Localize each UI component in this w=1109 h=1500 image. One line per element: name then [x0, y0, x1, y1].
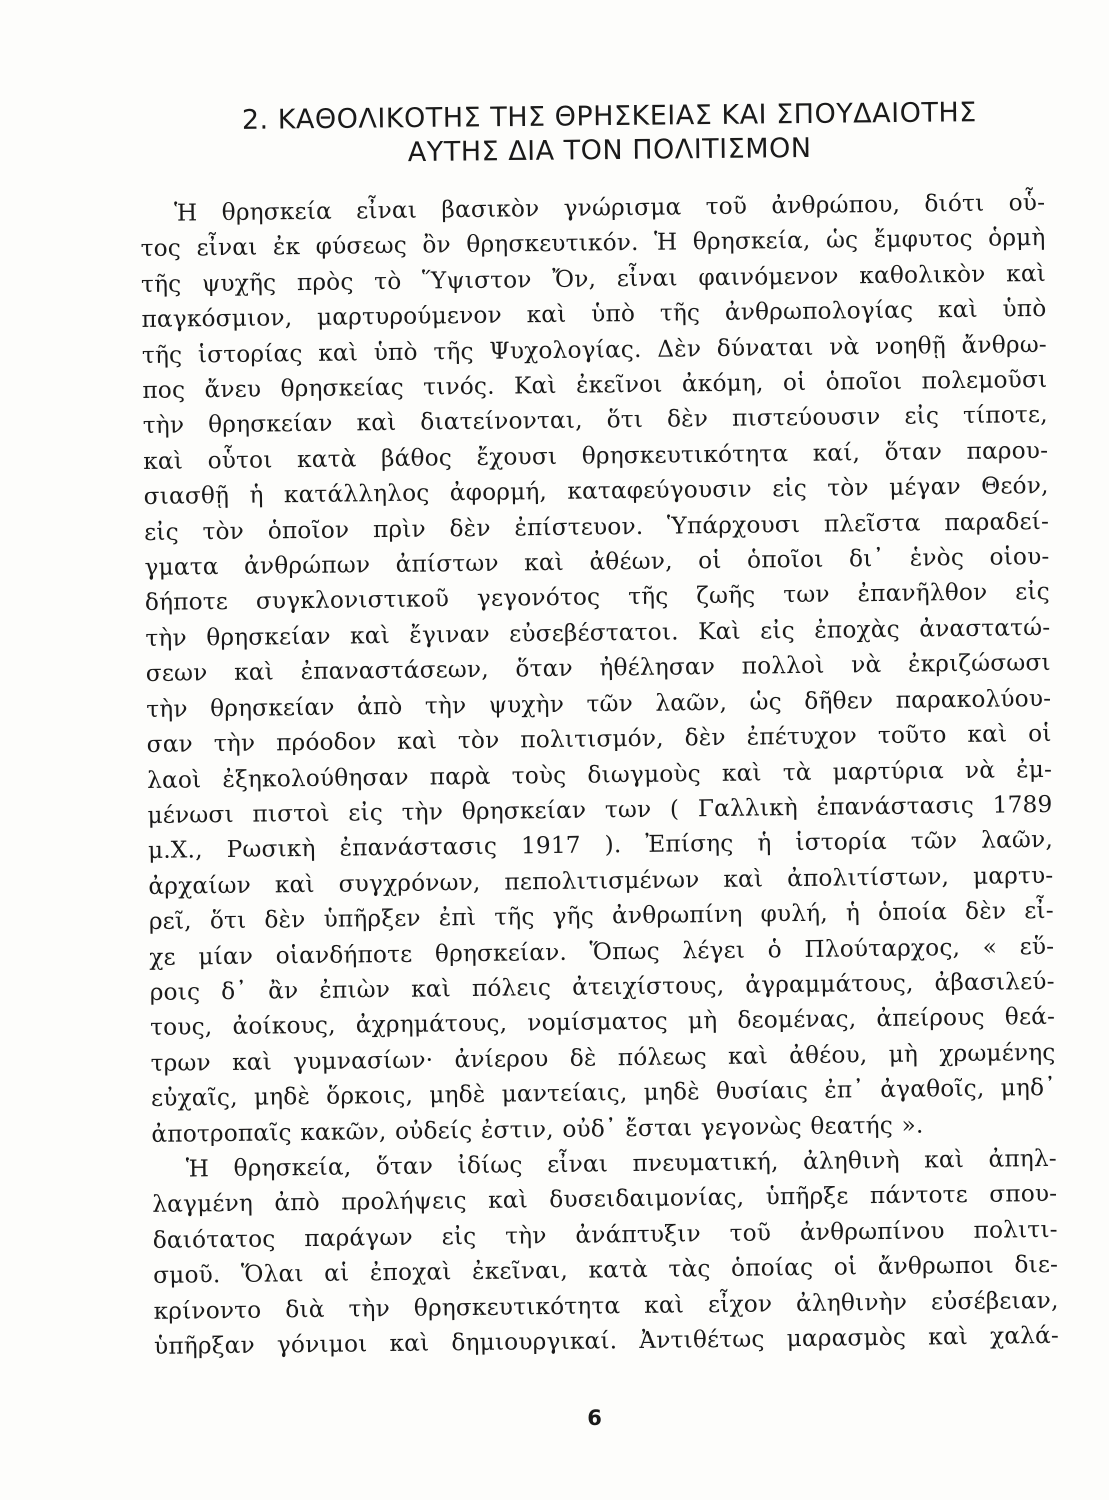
text-line: σμοῦ. Ὅλαι αἱ ἐποχαὶ ἐκεῖναι, κατὰ τὰς ὁποίας οἱ ἄνθρωποι διε-: [153, 1251, 1059, 1290]
text-line: τρων καὶ γυμνασίων· ἀνίερου δὲ πόλεως καὶ ἀθέου, μὴ χρωμένης: [150, 1038, 1056, 1077]
paragraph: [152, 1141, 1064, 1365]
text-line: εὐχαῖς, μηδὲ ὅρκοις, μηδὲ μαντείαις, μηδὲ θυσίαις ἐπ᾿ ἀγαθοῖς, μηδ᾿: [150, 1074, 1057, 1113]
text-line: κρίνοντο διὰ τὴν θρησκευτικότητα καὶ εἶχον ἀληθινὴν εὐσέβειαν,: [153, 1286, 1059, 1325]
text-line: δήποτε συγκλονιστικοῦ γεγονότος τῆς ζωῆς των ἐπανῆλθον εἰς: [144, 578, 1051, 617]
text-line: χε μίαν οἱανδήποτε θρησκείαν. Ὅπως λέγει ὁ Πλούταρχος, « εὕ-: [149, 932, 1055, 971]
text-line: ρεῖ, ὅτι δὲν ὑπῆρξεν ἐπὶ τῆς γῆς ἀνθρωπίνη φυλή, ἡ ὁποία δὲν εἶ-: [148, 897, 1054, 936]
text-line: τος εἶναι ἐκ φύσεως ὂν θρησκευτικόν. Ἡ θρησκεία, ὡς ἔμφυτος ὁρμὴ: [140, 224, 1046, 263]
text-line: παγκόσμιον, μαρτυρούμενον καὶ ὑπὸ τῆς ἀνθρωπολογίας καὶ ὑπὸ: [141, 295, 1047, 334]
text-line: τὴν θρησκείαν καὶ διατείνονται, ὅτι δὲν πιστεύουσιν εἰς τίποτε,: [142, 401, 1048, 440]
text-line: τους, ἀοίκους, ἀχρημάτους, νομίσματος μὴ δεομένας, ἀπείρους θεά-: [149, 1003, 1056, 1042]
text-line: τὴν θρησκείαν ἀπὸ τὴν ψυχὴν τῶν λαῶν, ὡς δῆθεν παρακολύου-: [146, 684, 1052, 723]
text-line: λαγμένη ἀπὸ προλήψεις καὶ δυσειδαιμονίας, ὑπῆρξε πάντοτε σπου-: [152, 1180, 1058, 1219]
body-text: [140, 185, 1063, 1364]
text-line: μ.Χ., Ρωσικὴ ἐπανάστασις 1917 ). Ἐπίσης ἡ ἱστορία τῶν λαῶν,: [147, 826, 1054, 865]
text-line: δαιότατος παράγων εἰς τὴν ἀνάπτυξιν τοῦ ἀνθρωπίνου πολιτι-: [152, 1215, 1058, 1254]
text-line: τῆς ἱστορίας καὶ ὑπὸ τῆς Ψυχολογίας. Δὲν δύναται νὰ νοηθῇ ἄνθρω-: [141, 330, 1048, 369]
text-line: εἰς τὸν ὁποῖον πρὶν δὲν ἐπίστευον. Ὑπάρχουσι πλεῖστα παραδεί-: [143, 507, 1050, 546]
text-line: καὶ οὗτοι κατὰ βάθος ἔχουσι θρησκευτικότητα καί, ὅταν παρου-: [143, 436, 1049, 475]
text-line: λαοὶ ἐξηκολούθησαν παρὰ τοὺς διωγμοὺς καὶ τὰ μαρτύρια νὰ ἐμ-: [146, 755, 1053, 794]
text-line: τὴν θρησκείαν καὶ ἔγιναν εὐσεβέστατοι. Καὶ εἰς ἐποχὰς ἀναστατώ-: [145, 613, 1051, 652]
page-number: 6: [587, 1406, 602, 1430]
text-line: ἀποτροπαῖς κακῶν, οὐδείς ἐστιν, οὐδ᾿ ἔσται γεγονὼς θεατής ».: [151, 1111, 924, 1148]
chapter-title-line-1: 2. ΚΑΘΟΛΙΚΟΤΗΣ ΤΗΣ ΘΡΗΣΚΕΙΑΣ ΚΑΙ ΣΠΟΥΔΑΙΟΤΗΣ: [241, 97, 977, 136]
text-line: μένωσι πιστοὶ εἰς τὴν θρησκείαν των ( Γαλλικὴ ἐπανάστασις 1789: [147, 790, 1053, 829]
chapter-title-line-2: ΑΥΤΗΣ ΔΙΑ ΤΟΝ ΠΟΛΙΤΙΣΜΟΝ: [407, 132, 812, 169]
chapter-title: [170, 95, 1050, 172]
text-line: τῆς ψυχῆς πρὸς τὸ Ὕψιστον Ὄν, εἶναι φαινόμενον καθολικὸν καὶ: [140, 259, 1047, 298]
text-line: γματα ἀνθρώπων ἀπίστων καὶ ἀθέων, οἱ ὁποῖοι δι᾿ ἑνὸς οἱου-: [144, 542, 1050, 582]
text-line: Ἡ θρησκεία εἶναι βασικὸν γνώρισμα τοῦ ἀνθρώπου, διότι οὗ-: [174, 188, 1046, 227]
text-line: ἀρχαίων καὶ συγχρόνων, πεπολιτισμένων καὶ ἀπολιτίστων, μαρτυ-: [148, 861, 1054, 900]
text-line: ροις δ᾿ ἂν ἐπιὼν καὶ πόλεις ἀτειχίστους, ἀγραμμάτους, ἀβασιλεύ-: [149, 967, 1055, 1006]
text-line: σιασθῇ ἡ κατάλληλος ἀφορμή, καταφεύγουσιν εἰς τὸν μέγαν Θεόν,: [143, 472, 1049, 511]
text-line: πος ἄνευ θρησκείας τινός. Καὶ ἐκεῖνοι ἀκόμη, οἱ ὁποῖοι πολεμοῦσι: [142, 365, 1048, 405]
text-line: Ἡ θρησκεία, ὅταν ἰδίως εἶναι πνευματική, ἀληθινὴ καὶ ἀπηλ-: [185, 1144, 1057, 1183]
text-line: ὑπῆρξαν γόνιμοι καὶ δημιουργικαί. Ἀντιθέτως μαρασμὸς καὶ χαλά-: [153, 1321, 1060, 1360]
text-line: σεων καὶ ἐπαναστάσεων, ὅταν ἠθέλησαν πολλοὶ νὰ ἐκριζώσωσι: [145, 649, 1051, 688]
text-line: σαν τὴν πρόοδον καὶ τὸν πολιτισμόν, δὲν ἐπέτυχον τοῦτο καὶ οἱ: [146, 719, 1052, 759]
paragraph: [140, 185, 1061, 1152]
